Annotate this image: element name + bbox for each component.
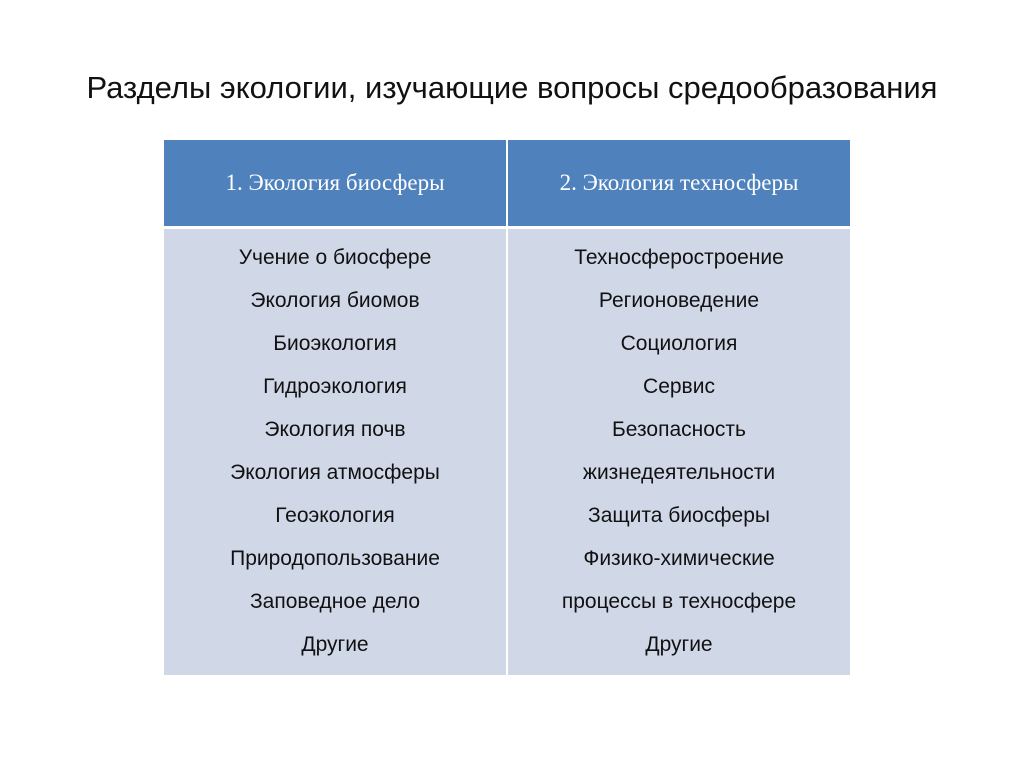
- list-item: Заповедное дело: [250, 590, 420, 613]
- list-item: Экология биомов: [250, 289, 420, 312]
- list-item: Регионоведение: [598, 289, 760, 312]
- list-item: Природопользование: [230, 547, 440, 570]
- list-item: Другие: [301, 633, 369, 656]
- biosphere-column: [164, 229, 506, 666]
- list-item: Социология: [620, 332, 738, 355]
- list-item: Техносферостроение: [574, 246, 784, 269]
- list-item: жизнедеятельности: [582, 461, 776, 484]
- list-item: процессы в техносфере: [561, 590, 797, 613]
- list-item: Экология атмосферы: [230, 461, 440, 484]
- header-ecology-biosphere: 1. Экология биосферы: [225, 170, 445, 195]
- list-item: Физико-химические: [583, 547, 775, 570]
- list-item: Учение о биосфере: [238, 246, 432, 269]
- list-item: Экология почв: [264, 418, 406, 441]
- technosphere-column: [508, 229, 850, 666]
- sections-table: [164, 140, 850, 675]
- column-divider: [506, 140, 508, 675]
- header-ecology-technosphere: 2. Экология техносферы: [559, 170, 799, 195]
- list-item: Геоэкология: [275, 504, 395, 527]
- list-item: Безопасность: [612, 418, 746, 441]
- list-item: Сервис: [643, 375, 715, 398]
- list-item: Защита биосферы: [588, 504, 770, 527]
- list-item: Гидроэкология: [263, 375, 407, 398]
- list-item: Биоэкология: [273, 332, 397, 355]
- slide-title: Разделы экологии, изучающие вопросы средообразования: [86, 70, 938, 105]
- list-item: Другие: [645, 633, 713, 656]
